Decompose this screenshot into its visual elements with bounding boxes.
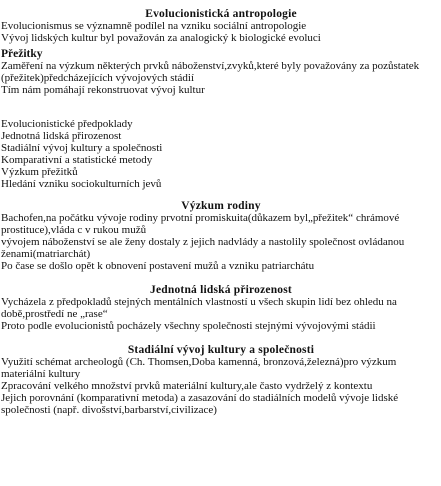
prirozenost-line-1: Vycházela z předpokladů stejných mentálních vlastností u všech skupin lidí bez ohledu na době,prostředí ne „rase“ (1, 296, 397, 320)
predpoklady-line-4: Komparativní a statistické metody (1, 154, 153, 166)
heading-stadialni-vyvoj: Stadiální vývoj kultury a společnosti (127, 344, 315, 356)
heading-vyzkum-rodiny: Výzkum rodiny (181, 200, 261, 212)
stadialni-line-1: Využití schémat archeologů (Ch. Thomsen,Doba kamenná, bronzová,železná)pro výzkum materiální kultury (1, 356, 397, 380)
predpoklady-line-2: Jednotná lidská přirozenost (1, 130, 122, 142)
predpoklady-line-1: Evolucionistické předpoklady (1, 118, 133, 130)
predpoklady-line-6: Hledání vzniku sociokulturních jevů (1, 178, 162, 190)
prezitky-line-1: Zaměření na výzkum některých prvků náboženství,zvyků,které byly považovány za pozůstatek (přežitek)předcházejících vývojových stádií (1, 60, 420, 84)
intro-line-2: Vývoj lidských kultur byl považován za analogický k biologické evoluci (1, 32, 321, 44)
prezitky-line-2: Tím nám pomáhají rekonstruovat vývoj kultur (1, 84, 205, 96)
predpoklady-line-3: Stadiální vývoj kultury a společnosti (1, 142, 163, 154)
heading-jednotna-prirozenost: Jednotná lidská přirozenost (150, 284, 292, 296)
predpoklady-line-5: Výzkum přežitků (1, 166, 78, 178)
stadialni-line-2: Zpracování velkého množství prvků materiální kultury,ale často vydrželý z kontextu (1, 380, 373, 392)
rodiny-line-3: Po čase se došlo opět k obnovení postavení mužů a vzniku patriarchátu (1, 260, 315, 272)
heading-prezitky: Přežitky (1, 48, 43, 60)
rodiny-line-2: vývojem náboženství se ale ženy dostaly z jejich nadvlády a nastolily společnost ovládanou ženami(matriarchát) (1, 236, 405, 260)
rodiny-line-1: Bachofen,na počátku vývoje rodiny prvotní promiskuita(důkazem byl„přežitek“ chrámové prostituce),vláda c v rukou mužů (1, 212, 400, 236)
intro-line-1: Evolucionismus se významně podílel na vzniku sociální antropologie (1, 20, 307, 32)
stadialni-line-3: Jejich porovnání (komparativní metoda) a zasazování do stadiálních modelů vývoje lidské společnosti (např. divošství,barbarství,civilizace) (1, 392, 399, 416)
prirozenost-line-2: Proto podle evolucionistů pocházely všechny společnosti stejnými vývojovými stádii (1, 320, 376, 332)
document-title: Evolucionistická antropologie (145, 8, 297, 20)
